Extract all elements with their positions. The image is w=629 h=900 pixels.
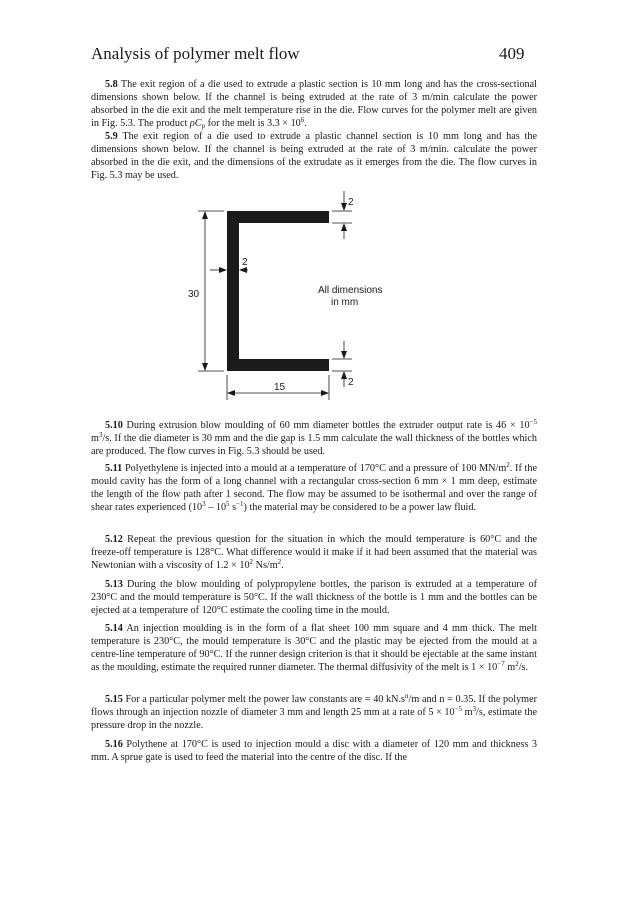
text-segment: /s, estimate the pressure drop in the nozzle.: [91, 707, 537, 731]
problem-number: 5.16: [105, 739, 123, 750]
text-segment: Polythene at 170°C is used to injection mould a disc with a diameter of 120 mm and thickness 3 mm. A sprue gate is used to feed the material into the centre of the disc. If the: [91, 739, 537, 763]
text-segment: Polyethylene is injected into a mould at a temperature of 170°C and a pressure of 100 MN/m: [122, 463, 507, 474]
problem-5-12: [91, 533, 537, 572]
text-segment: p: [201, 122, 206, 130]
problem-number: 5.14: [105, 623, 123, 634]
text-segment: /m and n = 0.35. If the polymer flows through an injection nozzle of diameter 3 mm and length 25 mm at a rate of 5 × 10: [91, 694, 538, 718]
problem-5-10: [91, 419, 537, 458]
text-segment: .: [281, 560, 284, 571]
bottom-flange-thickness-label: 2: [348, 377, 354, 388]
width-dimension-label: 15: [274, 382, 286, 393]
problem-text: [91, 463, 537, 513]
text-segment: −7: [497, 660, 505, 668]
text-segment: .: [304, 118, 307, 129]
text-segment: 6: [300, 116, 305, 124]
problem-text: [91, 694, 537, 731]
text-segment: 2: [506, 461, 510, 469]
problem-5-15: [91, 693, 537, 732]
text-segment: During the blow moulding of polypropylene bottles, the parison is extruded at a temperature of 230°C and the mould temperature is 50°C. If the wall thickness of the bottle is 1 mm and the bottles can be ejected at a temperature of 120°C estimate the cooling time in the mould.: [91, 579, 537, 616]
problem-number: 5.9: [105, 131, 118, 142]
dimensions-note-line1: All dimensions: [318, 285, 383, 296]
text-segment: 2: [249, 558, 254, 566]
problem-text: [91, 623, 537, 673]
text-segment: The exit region of a die used to extrude a plastic channel section is 10 mm long and has the dimensions shown below. If the channel is being extruded at the rate of 3 m/min. calculate the power absorbed in the die exit, and the dimensions of the extrudate as it emerges from the die. The flow curves in Fig. 5.3 may be used.: [91, 131, 537, 181]
problem-text: [91, 579, 537, 616]
top-flange: [227, 211, 329, 223]
text-segment: s: [229, 502, 237, 513]
problem-text: [91, 131, 537, 181]
text-segment: 2: [277, 558, 282, 566]
problem-text: [91, 534, 537, 571]
web: [227, 211, 239, 371]
text-segment: An injection moulding is in the form of a flat sheet 100 mm square and 4 mm thick. The melt temperature is 230°C, the mould temperature is 30°C and the plastic may be ejected from the mould at a centre-line temperature of 90°C. If the runner design criterion is that it should be ejectable at the same instant as the moulding, estimate the required runner diameter. The thermal diffusivity of the melt is 1 × 10: [91, 623, 537, 673]
bottom-flange: [227, 359, 329, 371]
problem-5-9: [91, 130, 537, 182]
text-segment: Repeat the previous question for the situation in which the mould temperature is 60°C and the freeze-off temperature is 128°C. What difference would it make if it had been assumed that the material was Newtonian with a viscosity of 1.2 × 10: [91, 534, 537, 571]
problem-number: 5.12: [105, 534, 123, 545]
text-segment: . If the mould cavity has the form of a long channel with a rectangular cross-section 6 mm × 1 mm deep, estimate the length of the flow path after 1 second. The flow may be assumed to be isothermal and over the range of shear rates experienced (10: [91, 463, 538, 513]
problem-5-14: [91, 622, 537, 674]
text-segment: 2: [515, 660, 519, 668]
text-segment: n: [405, 692, 409, 700]
problem-number: 5.13: [105, 579, 123, 590]
text-segment: m: [504, 662, 516, 673]
problem-5-8: [91, 78, 537, 130]
height-dimension-label: 30: [188, 289, 200, 300]
web-thickness-label: 2: [242, 257, 248, 268]
problem-number: 5.8: [105, 79, 118, 90]
text-segment: for the melt is 3.3 × 10: [205, 118, 301, 129]
top-flange-thickness-label: 2: [348, 197, 354, 208]
channel-section-figure: [170, 185, 420, 405]
text-segment: ) the material may be considered to be a power law fluid.: [243, 502, 477, 513]
text-segment: Ns/m: [253, 560, 278, 571]
text-segment: m: [462, 707, 473, 718]
text-segment: The exit region of a die used to extrude a plastic section is 10 mm long and has the cross-sectional dimensions shown below. If the channel is being extruded at the rate of 3 m/min calculate the power absorbed in the die exit and the melt temperature rise in the die. Flow curves for the polymer melt are given in Fig. 5.3. The product: [91, 79, 537, 129]
problem-5-13: [91, 578, 537, 617]
text-segment: 3: [98, 431, 103, 439]
problem-text: [91, 739, 537, 763]
text-segment: For a particular polymer melt the power law constants are = 40 kN.s: [122, 694, 406, 705]
problem-number: 5.15: [105, 694, 123, 705]
text-segment: 3: [472, 705, 477, 713]
text-segment: ρC: [189, 118, 202, 129]
text-segment: 3: [202, 500, 206, 508]
text-segment: m: [91, 433, 99, 444]
text-segment: −5: [454, 705, 463, 713]
text-segment: 5: [226, 500, 230, 508]
text-segment: −5: [529, 418, 537, 426]
text-segment: /s. If the die diameter is 30 mm and the die gap is 1.5 mm calculate the wall thickness of the bottles which are produced. The flow curves in Fig. 5.3 should be used.: [91, 433, 537, 457]
problem-number: 5.10: [105, 420, 123, 431]
problem-text: [91, 79, 537, 129]
text-segment: During extrusion blow moulding of 60 mm diameter bottles the extruder output rate is 46 × 10: [122, 420, 530, 431]
text-segment: −1: [236, 500, 244, 508]
problem-5-16: [91, 738, 537, 764]
text-segment: – 10: [205, 502, 227, 513]
running-header-title: Analysis of polymer melt flow: [91, 44, 300, 63]
problem-text: [91, 420, 537, 457]
dimensions-note-line2: in mm: [331, 297, 359, 308]
problem-number: 5.11: [105, 463, 123, 474]
channel-section-diagram: [170, 185, 420, 405]
text-segment: /s.: [518, 662, 529, 673]
problem-5-11: [91, 462, 537, 514]
page-number: 409: [499, 44, 525, 63]
